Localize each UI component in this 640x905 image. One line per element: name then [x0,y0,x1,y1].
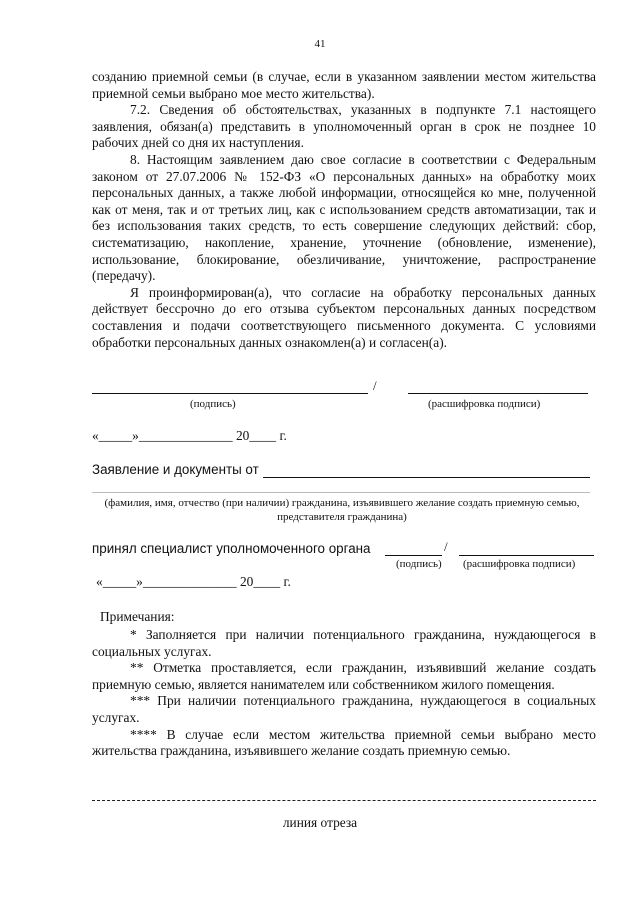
applicant-name-line-2[interactable] [92,492,590,493]
note-4: **** В случае если местом жительства приемной семьи выбрано место жительства гражданина, изъявившего желание создать приемную семью. [92,726,596,759]
notes-list [92,627,596,760]
note-1: * Заполняется при наличии потенциального гражданина, нуждающегося в социальных услугах. [92,627,596,659]
acceptance-date-line[interactable]: «_____»______________ 20____ г. [96,574,291,589]
paragraph-8-consent: 8. Настоящим заявлением даю свое согласие в соответствии с Федеральным законом от 27.07.2006 № 152-ФЗ «О персональных данных» на обработку моих персональных данных, а также любой информации, относящейся ко мне, полученной как от меня, так и от третьих лиц, как с использованием средств автоматизации, так и без использования таких средств, то есть совершение следующих действий: сбор, систематизацию, накопление, хранение, уточнение (обновление, изменение), использование, блокирование, обезличивание, уничтожение, распространение (передачу). [92,151,596,284]
specialist-signature-line[interactable] [385,555,442,556]
signature-date-line[interactable]: «_____»______________ 20____ г. [92,428,287,443]
signature-line[interactable] [92,393,368,394]
paragraph-informed: Я проинформирован(а), что согласие на обработку персональных данных действует бессрочно до его отзыва субъектом персональных данных посредством составления и подачи соответствующего письменного документа. С условиями обработки персональных данных ознакомлен(а) и согласен(а). [92,284,596,350]
note-2: ** Отметка проставляется, если гражданин, изъявивший желание создать приемную семью, является нанимателем или собственником жилого помещения. [92,660,596,692]
specialist-slash: / [444,539,448,554]
specialist-signature-caption: (подпись) [396,558,442,570]
specialist-decoding-caption: (расшифровка подписи) [463,558,576,570]
cut-line-label: линия отреза [282,815,358,830]
specialist-decoding-line[interactable] [459,555,594,556]
signature-decoding-caption: (расшифровка подписи) [428,398,541,410]
signature-decoding-line[interactable] [408,393,588,394]
consent-text [92,69,596,351]
paragraph-continuation: созданию приемной семьи (в случае, если в указанном заявлении местом жительства приемной семьи выбрано мое место жительства). [92,69,596,101]
applicant-caption: (фамилия, имя, отчество (при наличии) гражданина, изъявившего желание создать приемную семью, представителя гражданина) [104,497,580,523]
note-3: *** При наличии потенциального гражданина, нуждающегося в социальных услугах. [92,693,596,725]
cut-line-dashes [92,800,596,801]
applicant-name-line[interactable] [263,477,590,478]
accepted-by-label: принял специалист уполномоченного органа [92,541,371,556]
notes-title: Примечания: [100,609,175,624]
application-from-label: Заявление и документы от [92,462,259,477]
paragraph-7-2: 7.2. Сведения об обстоятельствах, указанных в подпункте 7.1 настоящего заявления, обязан(а) представить в уполномоченный орган в срок не позднее 10 рабочих дней со дня их наступления. [92,102,596,151]
page-number: 41 [314,38,326,50]
signature-caption: (подпись) [190,398,236,410]
signature-slash: / [373,378,377,393]
